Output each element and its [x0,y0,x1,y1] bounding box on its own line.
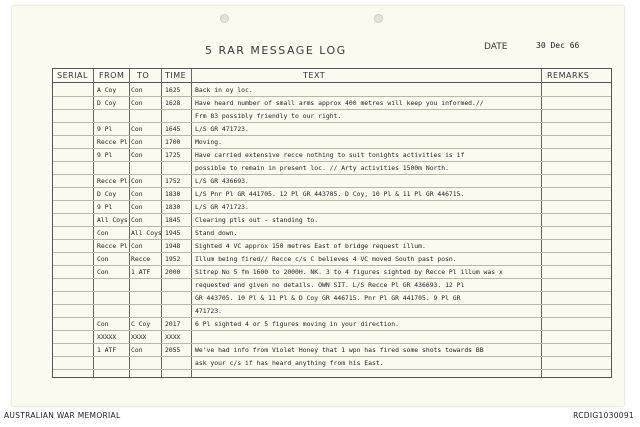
row-text: Illum being fired// Recce c/s C believes 4 VC moved South past posn. [195,255,457,263]
row-text: L/S GR 436693. [195,177,249,185]
row-text: Sighted 4 VC approx 150 metres East of bridge request illum. [195,242,426,250]
log-title: 5 RAR MESSAGE LOG [205,44,347,57]
row-from: D Coy [97,190,117,198]
row-from: Con [97,320,109,328]
row-to: Con [131,190,143,198]
row-to: Con [131,346,143,354]
row-time: 1628 [165,99,181,107]
row-time: 1645 [165,125,181,133]
row-time: 1945 [165,229,181,237]
row-time: 1845 [165,216,181,224]
row-to: Con [131,177,143,185]
row-time: XXXX [165,333,181,341]
row-from: Con [97,268,109,276]
table-row [53,201,611,214]
row-from: Recce Pl [97,242,128,250]
row-text: L/S GR 471723. [195,125,249,133]
table-header [53,69,611,83]
punch-hole [374,14,383,23]
punch-hole [220,14,229,23]
row-text: 471723. [195,307,222,315]
table-row [53,266,611,279]
row-to: All Coys [131,229,162,237]
row-time: 1830 [165,203,181,211]
header-text: TEXT [303,71,326,80]
table-row [53,357,611,370]
row-text: Stand down. [195,229,238,237]
row-text: Frm 83 possibly friendly to our right. [195,112,342,120]
table-row [53,253,611,266]
row-time: 1752 [165,177,181,185]
row-from: 9 Pl [97,203,113,211]
row-text: Sitrep No 5 fm 1600 to 2000H. NK. 3 to 4 figures sighted by Recce Pl illum was x [195,268,503,276]
row-from: 1 ATF [97,346,117,354]
row-text: Moving. [195,138,222,146]
row-to: 1 ATF [131,268,151,276]
table-row [53,279,611,292]
row-to: Con [131,203,143,211]
row-text: GR 443705. 10 Pl & 11 Pl & D Coy GR 446715. Pnr Pl GR 441705. 9 Pl GR [195,294,461,302]
row-time: 1948 [165,242,181,250]
row-to: Con [131,99,143,107]
row-text: Clearing ptls out - standing to. [195,216,319,224]
row-text: Have heard number of small arms approx 400 metres will keep you informed.// [195,99,484,107]
table-row [53,84,611,97]
header-to: TO [137,71,150,80]
row-time: 2000 [165,268,181,276]
table-row [53,318,611,331]
header-remarks: REMARKS [547,71,590,80]
table-row [53,110,611,123]
header-time: TIME [165,71,187,80]
row-from: Recce Pl [97,138,128,146]
row-text: Back in oy loc. [195,86,253,94]
row-to: Con [131,242,143,250]
table-row [53,188,611,201]
row-to: Con [131,151,143,159]
table-row [53,240,611,253]
row-time: 2017 [165,320,181,328]
row-from: Con [97,255,109,263]
date-value: 30 Dec 66 [536,41,580,50]
row-time: 1700 [165,138,181,146]
table-row [53,136,611,149]
table-row [53,331,611,344]
message-log-table [52,68,612,378]
footer-reference: RCDIG1030091 [573,411,634,420]
table-row [53,305,611,318]
table-row [53,175,611,188]
row-text: We've had info from Violet Honey that 1 wpn has fired some shots towards BB [195,346,484,354]
row-from: D Coy [97,99,117,107]
row-from: A Coy [97,86,117,94]
row-text: 6 Pl sighted 4 or 5 figures moving in your direction. [195,320,399,328]
row-time: 1625 [165,86,181,94]
table-row [53,97,611,110]
row-time: 1725 [165,151,181,159]
row-text: L/S Pnr Pl GR 441705. 12 Pl GR 443705. D Coy, 10 Pl & 11 Pl GR 446715. [195,190,465,198]
row-to: Con [131,86,143,94]
header-from: FROM [99,71,125,80]
row-from: Recce Pl [97,177,128,185]
table-row [53,214,611,227]
table-row [53,162,611,175]
row-to: Con [131,125,143,133]
row-text: ask your c/s if has heard anything from his East. [195,359,384,367]
row-time: 1830 [165,190,181,198]
row-to: Con [131,138,143,146]
row-from: All Coys [97,216,128,224]
table-row [53,292,611,305]
date-label: DATE [484,42,508,52]
row-from: 9 Pl [97,151,113,159]
row-text: requested and given no details. OWN SIT. L/S Recce Pl GR 436693. 12 Pl [195,281,465,289]
table-row [53,123,611,136]
row-text: L/S GR 471723. [195,203,249,211]
row-to: Recce [131,255,151,263]
row-text: possible to remain in present loc. // Arty activities 1500m North. [195,164,449,172]
row-rule [53,369,611,370]
row-time: 2055 [165,346,181,354]
header-serial: SERIAL [57,71,88,80]
table-row [53,344,611,357]
table-row [53,149,611,162]
row-to: Con [131,216,143,224]
row-to: XXXX [131,333,147,341]
row-time: 1952 [165,255,181,263]
row-text: Have carried extensive recce nothing to suit tonights activities is if [195,151,465,159]
row-to: C Coy [131,320,151,328]
row-from: Con [97,229,109,237]
row-from: 9 Pl [97,125,113,133]
row-from: XXXXX [97,333,117,341]
footer-source: AUSTRALIAN WAR MEMORIAL [4,411,121,420]
table-row [53,227,611,240]
